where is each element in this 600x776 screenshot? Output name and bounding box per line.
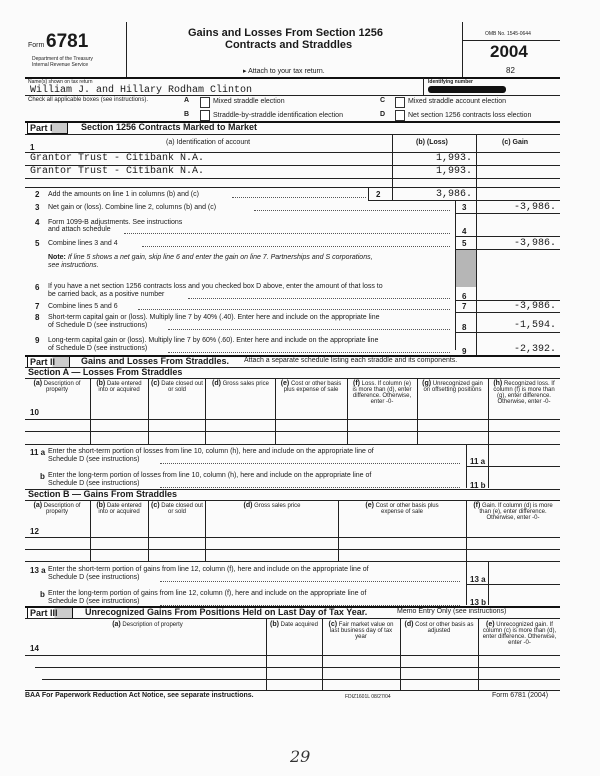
form-number: 6781 <box>46 31 89 52</box>
col-d-price-header: Gross sales price <box>222 381 269 387</box>
line-4-text2: and attach schedule <box>48 226 111 233</box>
line-10-number: 10 <box>30 408 39 417</box>
col-b-date-header: Date acquired <box>280 622 318 628</box>
col-f-loss-header: Loss. If column (e) is more than (d), enter difference. Otherwise, enter -0- <box>352 381 412 405</box>
part1-tag: Part I <box>27 122 68 134</box>
box-a-letter: A <box>184 97 190 104</box>
line-5-box: 5 <box>462 239 467 248</box>
tax-year: 2004 <box>490 42 528 61</box>
line-8-text2: of Schedule D (see instructions) <box>48 322 148 329</box>
checkbox-straddle-by-straddle[interactable] <box>200 110 210 121</box>
line-5-text: Combine lines 3 and 4 <box>48 240 118 247</box>
line-13a-number: 13 a <box>30 566 46 575</box>
name-label: Name(s) shown on tax return <box>28 79 93 85</box>
col-e-cost-header: Cost or other basis plus expense of sale <box>375 503 439 515</box>
taxpayer-name: William J. and Hillary Rodham Clinton <box>30 85 253 96</box>
col-a-header: (a) Identification of account <box>166 139 251 146</box>
dept-line2: Internal Revenue Service <box>32 62 89 68</box>
line-11b-number: b <box>40 472 45 481</box>
col-c-date-header: Date closed out or sold <box>161 503 203 515</box>
line-9-value: -2,392. <box>513 344 556 355</box>
line-5-number: 5 <box>35 239 40 248</box>
line-13b-number: b <box>40 590 45 599</box>
line-14-number: 14 <box>30 644 39 653</box>
col-letter: (h) <box>493 380 503 387</box>
col-letter: (a) <box>33 502 43 509</box>
line-9-text: Long-term capital gain or (loss). Multiply line 7 by 60% (.60). Enter here and include on the appropriate line <box>48 337 379 344</box>
sequence-number: 82 <box>506 66 515 75</box>
line-3-text: Net gain or (loss). Combine line 2, columns (b) and (c) <box>48 204 217 211</box>
line-6-number: 6 <box>35 283 40 292</box>
line-7-text: Combine lines 5 and 6 <box>48 303 118 310</box>
omb-number: OMB No. 1545-0644 <box>485 31 531 37</box>
line-5-value: -3,986. <box>513 238 556 249</box>
line-7-box: 7 <box>462 302 467 311</box>
col-d-price-header: Gross sales price <box>254 503 301 509</box>
checkbox-c-label: Mixed straddle account election <box>408 98 507 105</box>
line-4-text: Form 1099-B adjustments. See instructions <box>48 219 183 226</box>
account-loss: 1,993. <box>435 153 472 164</box>
col-a-desc-header: Description of property <box>43 503 81 515</box>
paperwork-notice: BAA For Paperwork Reduction Act Notice, see separate instructions. <box>25 692 254 699</box>
line-4-number: 4 <box>35 218 40 227</box>
line-11a-text: Enter the short-term portion of losses from line 10, column (h), here and include on the appropriate line of <box>48 448 374 455</box>
part2-subtitle: Attach a separate schedule listing each straddle and its components. <box>244 357 458 364</box>
line-3-value: -3,986. <box>513 202 556 213</box>
col-d-cost-header: Cost or other basis as adjusted <box>415 622 474 634</box>
col-c-date-header: Date closed out or sold <box>161 381 203 393</box>
section-a-title: Section A — Losses From Straddles <box>28 367 183 377</box>
form-code: FDIZ1601L 08/27/04 <box>345 694 391 700</box>
checkbox-b-label: Straddle-by-straddle identification election <box>213 112 343 119</box>
col-e-gain-header: Unrecognized gain. If column (c) is more than (d), enter difference. Otherwise, enter -0- <box>482 622 557 646</box>
col-letter: (e) <box>365 502 374 509</box>
col-letter: (c) <box>328 621 338 628</box>
line-2-text: Add the amounts on line 1 in columns (b) and (c) <box>48 191 199 198</box>
shaded-area <box>456 250 476 287</box>
line-8-number: 8 <box>35 313 40 322</box>
line-6-text: If you have a net section 1256 contracts loss and you checked box D above, enter the amount of that loss to <box>48 283 383 290</box>
form-footer-id: Form 6781 (2004) <box>492 692 549 699</box>
col-a-desc-header: Description of property <box>122 622 183 628</box>
line-9-box: 9 <box>462 347 467 356</box>
col-letter: (d) <box>243 502 253 509</box>
handwritten-page-number: 29 <box>290 747 311 766</box>
account-loss: 1,993. <box>435 166 472 177</box>
line-11a-text2: Schedule D (see instructions) <box>48 456 140 463</box>
checkbox-mixed-straddle[interactable] <box>200 97 210 108</box>
line-2-number: 2 <box>35 190 40 199</box>
line-2-value: 3,986. <box>435 189 472 200</box>
box-b-letter: B <box>184 111 190 118</box>
form-title-1: Gains and Losses From Section 1256 <box>188 27 384 39</box>
line-2-box: 2 <box>376 190 381 199</box>
line-11b-text2: Schedule D (see instructions) <box>48 480 140 487</box>
line-6-box: 6 <box>462 292 467 301</box>
part3-title: Unrecognized Gains From Positions Held on Last Day of Tax Year. <box>85 607 368 617</box>
line-11a-box: 11 a <box>470 457 486 466</box>
line-13b-text2: Schedule D (see instructions) <box>48 598 140 605</box>
col-b-date-header: Date entered into or acquired <box>98 381 142 393</box>
col-letter: (e) <box>280 380 290 387</box>
col-a-desc-header: Description of property <box>43 381 81 393</box>
checkbox-d-label: Net section 1256 contracts loss election <box>408 112 532 119</box>
col-letter: (f) <box>352 380 360 387</box>
line-6-text2: be carried back, as a positive number <box>48 291 165 298</box>
account-name: Grantor Trust - Citibank N.A. <box>30 166 205 177</box>
col-f-gain-header: Gain. If column (d) is more than (e), enter difference. Otherwise, enter -0- <box>479 503 553 521</box>
line-3-box: 3 <box>462 203 467 212</box>
identifying-number-label: Identifying number <box>428 79 473 85</box>
col-letter: (d) <box>404 621 414 628</box>
line-1-number: 1 <box>30 143 35 152</box>
col-h-recognized-header: Recognized loss. If column (f) is more than (g), enter difference. Otherwise, enter -0- <box>493 381 555 405</box>
line-13b-text: Enter the long-term portion of gains from line 12, column (f), here and include on the appropriate line of <box>48 590 367 597</box>
checkbox-net-loss-election[interactable] <box>395 110 405 121</box>
note-label: Note: <box>48 254 66 261</box>
redacted-identifying-number <box>428 86 506 93</box>
checkbox-a-label: Mixed straddle election <box>213 98 285 105</box>
line-13a-text2: Schedule D (see instructions) <box>48 574 140 581</box>
line-8-text: Short-term capital gain or (loss). Multiply line 7 by 40% (.40). Enter here and include on the appropriate line <box>48 314 380 321</box>
col-letter: (d) <box>212 380 221 387</box>
line-7-number: 7 <box>35 302 40 311</box>
part2-tag: Part II <box>27 356 70 368</box>
part3-tag: Part III <box>27 607 73 619</box>
line-7-value: -3,986. <box>513 301 556 312</box>
col-c-header: (c) Gain <box>502 139 529 146</box>
line-4-box: 4 <box>462 227 467 236</box>
line-9-number: 9 <box>35 336 40 345</box>
note-text <box>48 254 373 261</box>
col-c-fmv-header: Fair market value on last business day of tax year <box>329 622 394 640</box>
col-b-date-header: Date entered into or acquired <box>98 503 142 515</box>
line-3-number: 3 <box>35 203 40 212</box>
col-letter: (c) <box>151 380 160 387</box>
box-d-letter: D <box>380 111 386 118</box>
line-12-number: 12 <box>30 527 39 536</box>
line-9-text2: of Schedule D (see instructions) <box>48 345 148 352</box>
col-letter: (f) <box>473 502 481 509</box>
account-name: Grantor Trust - Citibank N.A. <box>30 153 205 164</box>
checkbox-mixed-straddle-account[interactable] <box>395 97 405 108</box>
col-letter: (a) <box>112 621 121 628</box>
box-c-letter: C <box>380 97 386 104</box>
attach-instruction: ▸ Attach to your tax return. <box>243 68 325 75</box>
note-body: If line 5 shows a net gain, skip line 6 and enter the gain on line 7. Partnerships and S corporations, <box>67 254 373 261</box>
note-body-2: see instructions. <box>48 262 99 269</box>
line-8-box: 8 <box>462 323 467 332</box>
line-8-value: -1,594. <box>513 320 556 331</box>
col-letter: (b) <box>96 502 106 509</box>
line-13a-text: Enter the short-term portion of gains from line 12, column (f), here and include on the appropriate line of <box>48 566 369 573</box>
col-b-header: (b) (Loss) <box>416 139 448 146</box>
col-letter: (b) <box>96 380 106 387</box>
col-e-cost-header: Cost or other basis plus expense of sale <box>283 381 342 393</box>
line-11b-box: 11 b <box>470 481 486 490</box>
part2-title: Gains and Losses From Straddles. <box>81 356 230 366</box>
line-11a-number: 11 a <box>30 448 46 457</box>
line-11b-text: Enter the long-term portion of losses from line 10, column (h), here and include on the appropriate line of <box>48 472 372 479</box>
line-13b-box: 13 b <box>470 598 487 607</box>
section-b-title: Section B — Gains From Straddles <box>28 489 178 499</box>
check-boxes-label: Check all applicable boxes (see instructions). <box>28 97 149 103</box>
form-title-2: Contracts and Straddles <box>225 39 353 51</box>
part3-subtitle: Memo Entry Only (see instructions) <box>397 608 507 615</box>
col-letter: (e) <box>486 621 495 628</box>
line-13a-box: 13 a <box>470 575 486 584</box>
col-letter: (c) <box>151 502 160 509</box>
col-g-unrecognized-header: Unrecognized gain on offsetting positions <box>423 381 483 393</box>
dept-line1: Department of the Treasury <box>32 56 93 62</box>
col-letter: (a) <box>33 380 43 387</box>
form-label: Form <box>28 42 45 49</box>
part1-title: Section 1256 Contracts Marked to Market <box>81 122 258 132</box>
col-letter: (g) <box>422 380 432 387</box>
col-letter: (b) <box>270 621 279 628</box>
